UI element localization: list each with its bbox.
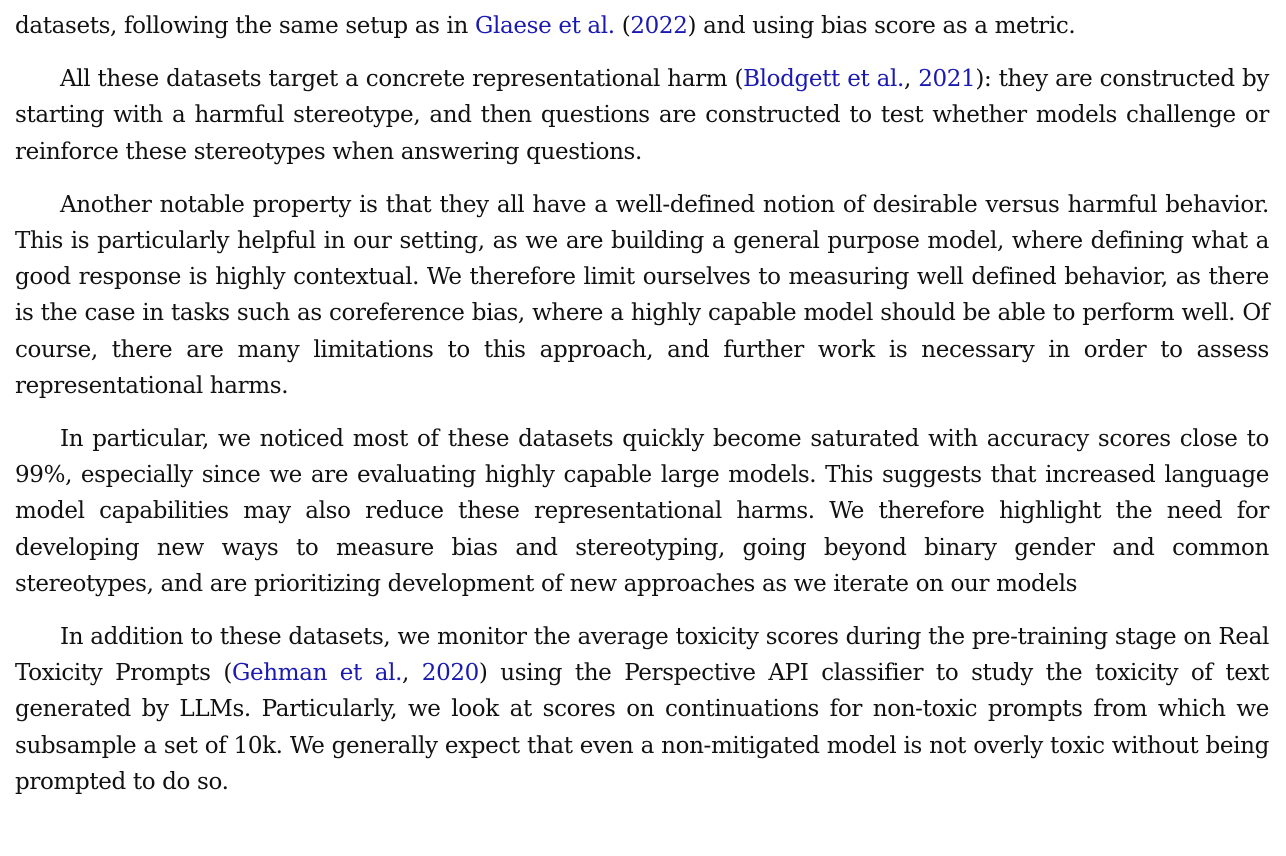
paragraph-5 [15, 619, 1269, 800]
paragraph-5-text-3: ) using the Perspective API classifier to study the toxicity of text generated by LLMs. Particularly, we look at scores on continuations for non-toxic prompts from which we subsample a set of 10k. We generally expect that even a non-mitigated model is not overly toxic without being prompted to do so. [15, 660, 1269, 795]
paragraph-2-text-1: All these datasets target a concrete representational harm ( [60, 66, 744, 93]
citation-glaese-year[interactable]: 2022 [630, 13, 688, 39]
citation-blodgett-authors[interactable]: Blodgett et al. [743, 66, 904, 93]
paragraph-5-text-2: , [402, 660, 422, 687]
paragraph-1-text-2: ( [614, 13, 631, 39]
citation-gehman-year[interactable]: 2020 [421, 660, 479, 687]
paragraph-3 [15, 187, 1269, 404]
paragraph-1 [15, 8, 1269, 44]
paragraph-3-text-1: Another notable property is that they all have a well-defined notion of desirable versus harmful behavior. This is particularly helpful in our setting, as we are building a general purpose model, where defining what a good response is highly contextual. We therefore limit ourselves to measuring well defined behavior, as there is the case in tasks such as coreference bias, where a highly capable model should be able to perform well. Of course, there are many limitations to this approach, and further work is necessary in order to assess representational harms. [15, 191, 1269, 399]
paragraph-2 [15, 61, 1269, 170]
paragraph-4 [15, 421, 1269, 602]
paragraph-1-text-1: datasets, following the same setup as in [15, 13, 475, 39]
paragraph-1-text-3: ) and using bias score as a metric. [687, 13, 1076, 39]
paragraph-2-text-3: ): they are constructed by starting with a harmful stereotype, and then questions are constructed to test whether models challenge or reinforce these stereotypes when answering questions. [15, 66, 1269, 165]
paper-body [15, 8, 1269, 817]
paragraph-5-text-1: In addition to these datasets, we monitor the average toxicity scores during the pre-training stage on Real Toxicity Prompts ( [15, 624, 1269, 687]
citation-glaese-authors[interactable]: Glaese et al. [474, 13, 615, 39]
paragraph-2-text-2: , [903, 66, 919, 93]
paragraph-4-text-1: In particular, we noticed most of these datasets quickly become saturated with accuracy scores close to 99%, especially since we are evaluating highly capable large models. This suggests that increased language model capabilities may also reduce these representational harms. We therefore highlight the need for developing new ways to measure bias and stereotyping, going beyond binary gender and common stereotypes, and are prioritizing development of new approaches as we iterate on our models [15, 426, 1269, 597]
citation-blodgett-year[interactable]: 2021 [918, 66, 976, 93]
citation-gehman-authors[interactable]: Gehman et al. [232, 660, 403, 687]
